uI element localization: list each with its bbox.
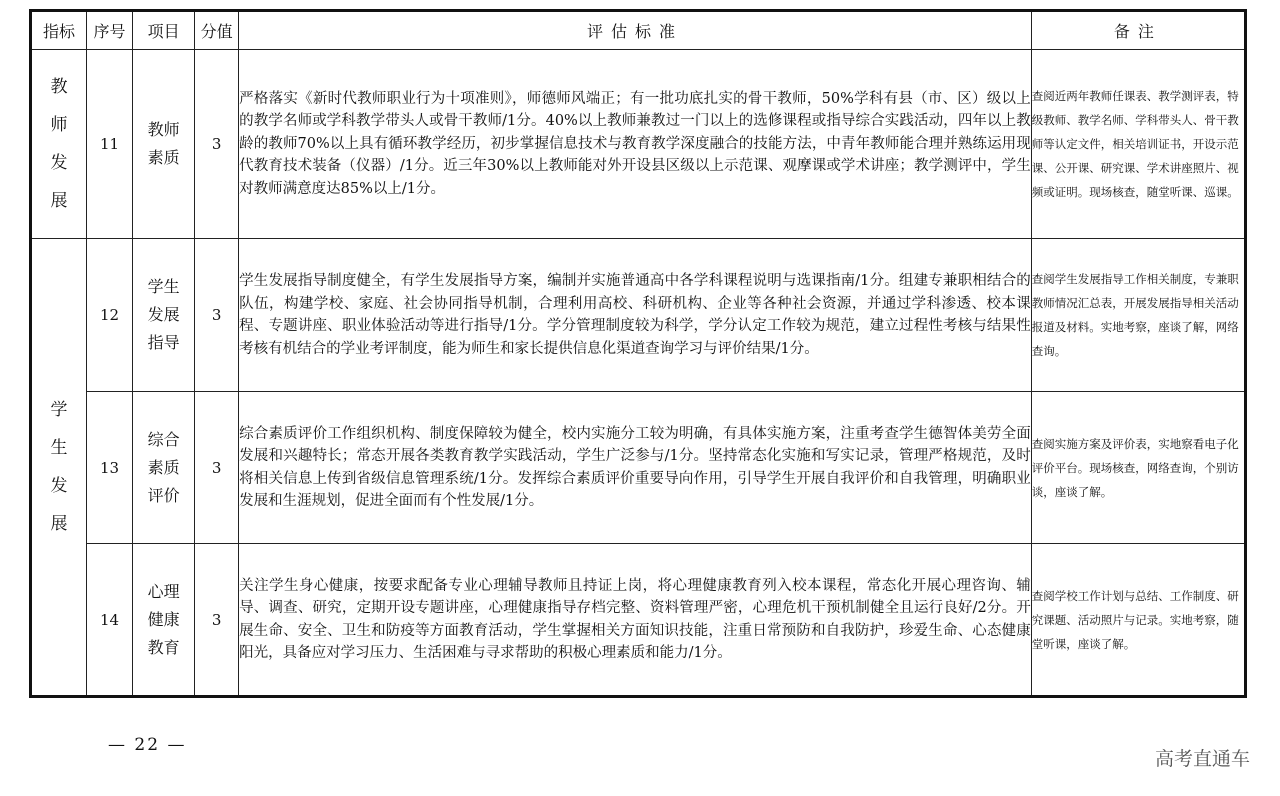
row-standard: 关注学生身心健康，按要求配备专业心理辅导教师且持证上岗，将心理健康教育列入校本课程，常态化开展心理咨询、辅导、调查、研究，定期开设专题讲座，心理健康指导存档完整、资料管理严密，心理危机干预机制健全且运行良好/2分。开展生命、安全、卫生和防疫等方面教育活动，学生掌握相关方面知识技能，注重日常预防和自我防护，珍爱生命、心态健康阳光，具备应对学习压力、生活困难与寻求帮助的积极心理素质和能力/1分。: [239, 544, 1032, 697]
header-standard: 评估标准: [239, 11, 1032, 50]
header-indicator: 指标: [31, 11, 87, 50]
indicator-label: 学生发展: [50, 400, 68, 534]
table-row: [31, 392, 1246, 544]
table-header-row: [31, 11, 1246, 50]
row-note: 查阅学校工作计划与总结、工作制度、研究课题、活动照片与记录。实地考察，随堂听课，座谈了解。: [1031, 544, 1245, 697]
row-score: 3: [195, 392, 239, 544]
header-note: 备注: [1031, 11, 1245, 50]
table-row: [31, 50, 1246, 239]
row-score: 3: [195, 239, 239, 392]
row-item: 综合素质评价: [133, 392, 195, 544]
row-item: 心理健康教育: [133, 544, 195, 697]
table-row: [31, 544, 1246, 697]
evaluation-table: [29, 9, 1247, 698]
row-standard: 严格落实《新时代教师职业行为十项准则》，师德师风端正；有一批功底扎实的骨干教师，50%学科有县（市、区）级以上的教学名师或学科教学带头人或骨干教师/1分。40%以上教师兼教过一门以上的选修课程或指导综合实践活动，四年以上教龄的教师70%以上具有循环教学经历，初步掌握信息技术与教育教学深度融合的技能方法，中青年教师能合理并熟练运用现代教育技术装备（仪器）/1分。近三年30%以上教师能对外开设县区级以上示范课、观摩课或学术讲座；教学测评中，学生对教师满意度达85%以上/1分。: [239, 50, 1032, 239]
row-note: 查阅近两年教师任课表、教学测评表，特级教师、教学名师、学科带头人、骨干教师等认定文件，相关培训证书，开设示范课、公开课、研究课、学术讲座照片、视频或证明。现场核查，随堂听课、巡课。: [1031, 50, 1245, 239]
row-standard: 综合素质评价工作组织机构、制度保障较为健全，校内实施分工较为明确，有具体实施方案，注重考查学生德智体美劳全面发展和兴趣特长；常态开展各类教育教学实践活动，学生广泛参与/1分。坚持常态化实施和写实记录，管理严格规范，及时将相关信息上传到省级信息管理系统/1分。发挥综合素质评价重要导向作用，引导学生开展自我评价和自我管理，明确职业发展和生涯规划，促进全面而有个性发展/1分。: [239, 392, 1032, 544]
row-number: 12: [87, 239, 133, 392]
header-seq: 序号: [87, 11, 133, 50]
row-note: 查阅学生发展指导工作相关制度，专兼职教师情况汇总表，开展发展指导相关活动报道及材料。实地考察，座谈了解，网络查询。: [1031, 239, 1245, 392]
header-score: 分值: [195, 11, 239, 50]
indicator-label: 教师发展: [50, 77, 68, 211]
row-item: 教师素质: [133, 50, 195, 239]
row-item: 学生发展指导: [133, 239, 195, 392]
watermark: 高考直通车: [1154, 748, 1250, 770]
row-note: 查阅实施方案及评价表，实地察看电子化评价平台。现场核查，网络查询，个别访谈，座谈了解。: [1031, 392, 1245, 544]
indicator-teacher-development: [31, 50, 87, 239]
indicator-student-development: [31, 239, 87, 697]
row-number: 14: [87, 544, 133, 697]
row-score: 3: [195, 50, 239, 239]
page-number: — 22 —: [108, 735, 187, 755]
row-score: 3: [195, 544, 239, 697]
row-number: 11: [87, 50, 133, 239]
header-item: 项目: [133, 11, 195, 50]
row-number: 13: [87, 392, 133, 544]
row-standard: 学生发展指导制度健全，有学生发展指导方案，编制并实施普通高中各学科课程说明与选课指南/1分。组建专兼职相结合的队伍，构建学校、家庭、社会协同指导机制，合理利用高校、科研机构、企业等各种社会资源，并通过学科渗透、校本课程、专题讲座、职业体验活动等进行指导/1分。学分管理制度较为科学，学分认定工作较为规范，建立过程性考核与结果性考核有机结合的学业考评制度，能为师生和家长提供信息化渠道查询学习与评价结果/1分。: [239, 239, 1032, 392]
table-row: [31, 239, 1246, 392]
